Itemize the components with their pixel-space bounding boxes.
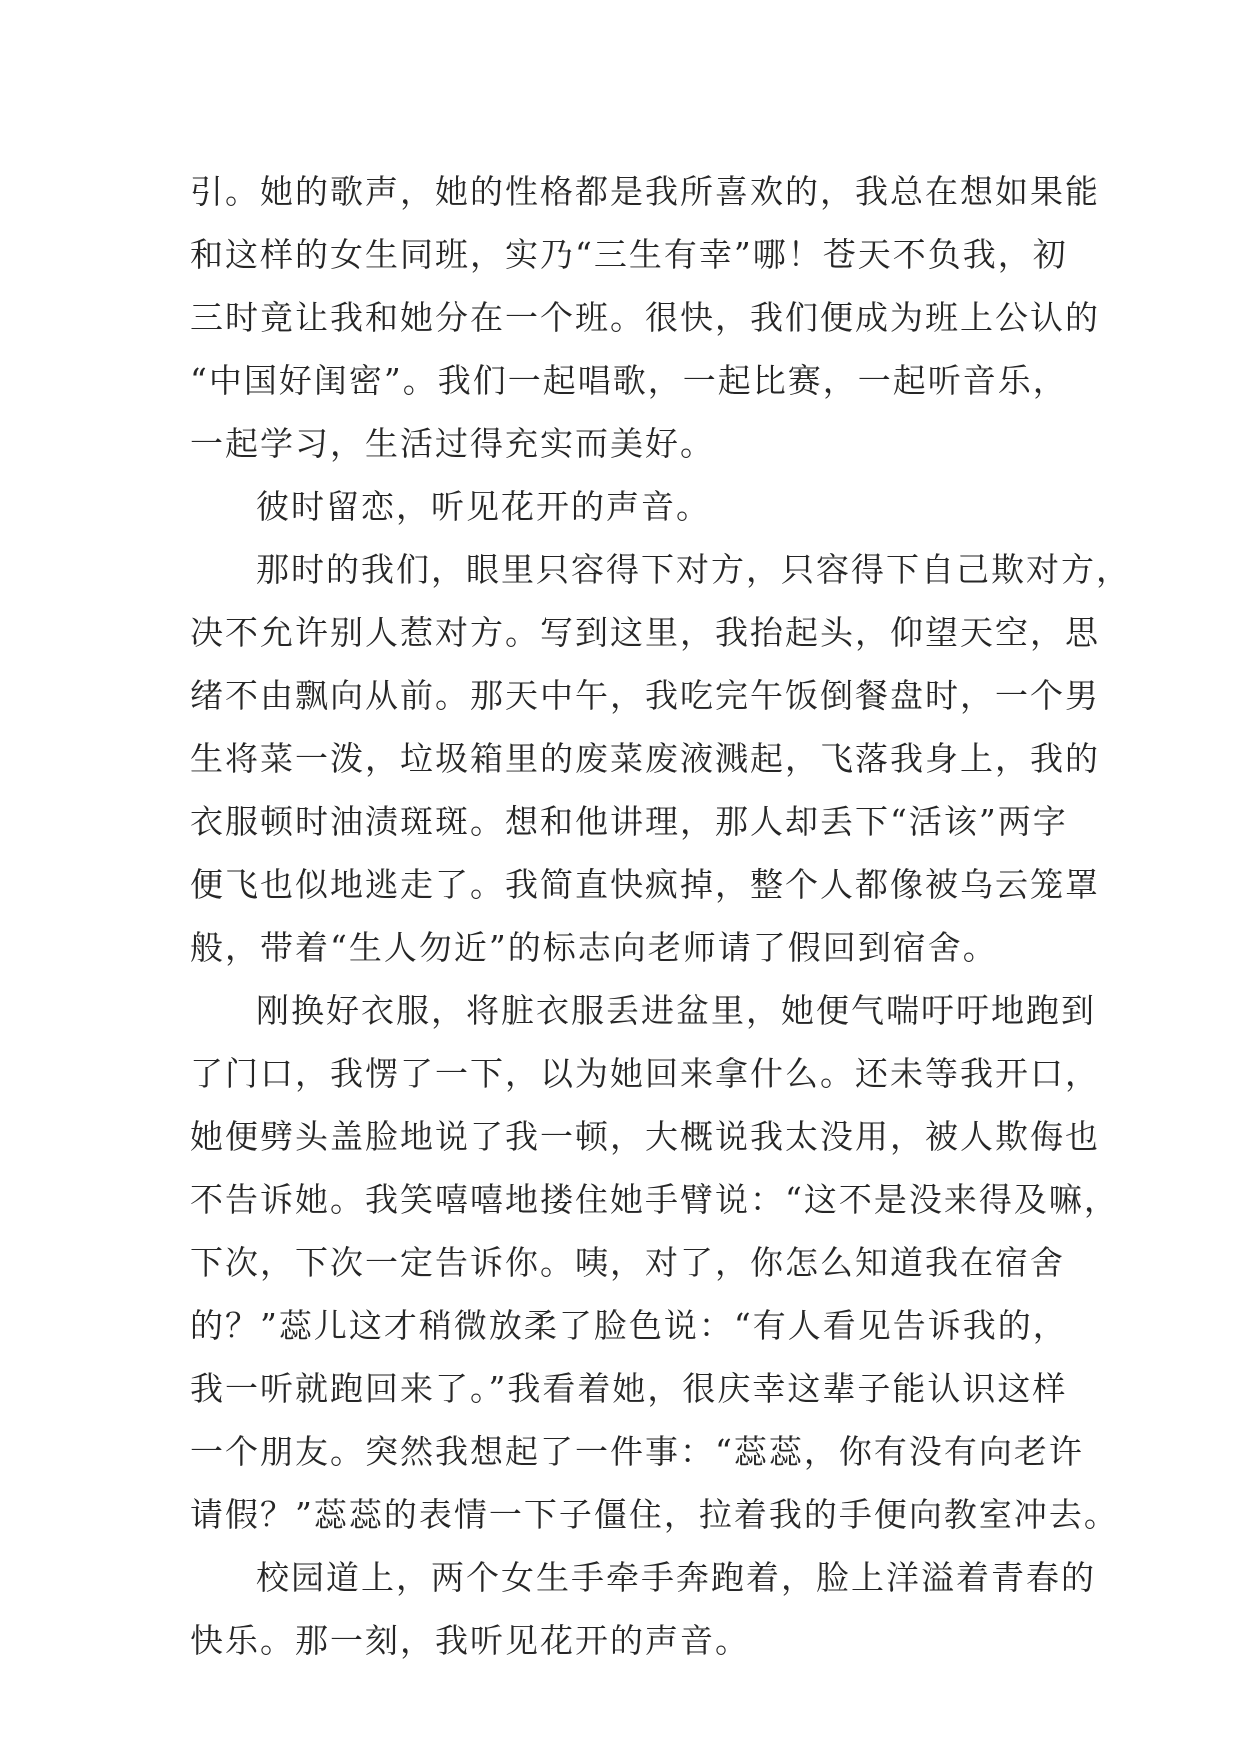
text-line-15: 了门口，我愣了一下，以为她回来拿什么。还未等我开口，: [190, 1054, 1100, 1093]
text-line-23: 校园道上，两个女生手牵手奔跑着，脸上洋溢着青春的: [256, 1558, 1096, 1597]
text-line-4: “中国好闺密”。我们一起唱歌，一起比赛，一起听音乐，: [190, 361, 1068, 400]
body-text: [190, 160, 1131, 1672]
text-line-12: 便飞也似地逃走了。我简直快疯掉，整个人都像被乌云笼罩: [190, 865, 1100, 904]
text-line-22: 请假？”蕊蕊的表情一下子僵住，拉着我的手便向教室冲去。: [190, 1495, 1119, 1534]
text-line-3: 三时竟让我和她分在一个班。很快，我们便成为班上公认的: [190, 298, 1100, 337]
text-line-20: 我一听就跑回来了。”我看着她，很庆幸这辈子能认识这样: [190, 1369, 1068, 1408]
text-line-16: 她便劈头盖脸地说了我一顿，大概说我太没用，被人欺侮也: [190, 1117, 1100, 1156]
text-line-10: 生将菜一泼，垃圾箱里的废菜废液溅起，飞落我身上，我的: [190, 739, 1100, 778]
text-line-7: 那时的我们，眼里只容得下对方，只容得下自己欺对方，: [256, 550, 1131, 589]
text-line-24: 快乐。那一刻，我听见花开的声音。: [190, 1621, 750, 1660]
text-line-19: 的？”蕊儿这才稍微放柔了脸色说：“有人看见告诉我的，: [190, 1306, 1068, 1345]
text-line-8: 决不允许别人惹对方。写到这里，我抬起头，仰望天空，思: [190, 613, 1100, 652]
text-line-11: 衣服顿时油渍斑斑。想和他讲理，那人却丢下“活该”两字: [190, 802, 1068, 841]
text-line-17: 不告诉她。我笑嘻嘻地搂住她手臂说：“这不是没来得及嘛，: [190, 1180, 1119, 1219]
text-line-14: 刚换好衣服，将脏衣服丢进盆里，她便气喘吁吁地跑到: [256, 991, 1096, 1030]
text-line-2: 和这样的女生同班，实乃“三生有幸”哪！苍天不负我，初: [190, 235, 1068, 274]
text-line-9: 绪不由飘向从前。那天中午，我吃完午饭倒餐盘时，一个男: [190, 676, 1100, 715]
text-line-21: 一个朋友。突然我想起了一件事：“蕊蕊，你有没有向老许: [190, 1432, 1084, 1471]
text-line-13: 般，带着“生人勿近”的标志向老师请了假回到宿舍。: [190, 928, 998, 967]
text-line-6: 彼时留恋，听见花开的声音。: [256, 487, 711, 526]
text-line-1: 引。她的歌声，她的性格都是我所喜欢的，我总在想如果能: [190, 172, 1100, 211]
text-line-5: 一起学习，生活过得充实而美好。: [190, 424, 715, 463]
text-line-18: 下次，下次一定告诉你。咦，对了，你怎么知道我在宿舍: [190, 1243, 1065, 1282]
